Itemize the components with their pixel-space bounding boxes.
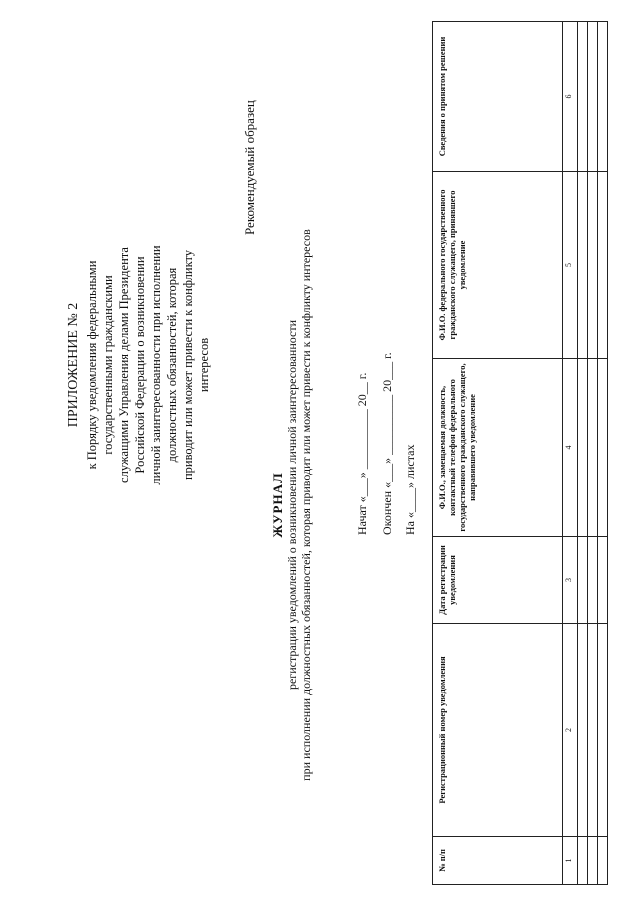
table-number-cell: 1 <box>562 837 577 885</box>
table-header-cell: Ф.И.О. федерального государственного гражданского служащего, принявшего уведомление <box>433 172 563 359</box>
table-cell <box>587 359 597 537</box>
sheets-count-line: На «____» листах <box>403 444 417 535</box>
journal-table <box>432 21 608 885</box>
table-number-cell: 2 <box>562 624 577 837</box>
appendix-line: служащими Управления делами Президента <box>117 247 131 483</box>
table-row <box>577 22 587 885</box>
table-header-cell: № п/п <box>433 837 563 885</box>
table-cell <box>597 22 607 172</box>
journal-title: ЖУРНАЛ <box>270 472 285 538</box>
table-cell <box>577 537 587 624</box>
table-cell <box>597 537 607 624</box>
table-number-cell: 4 <box>562 359 577 537</box>
table-cell <box>577 624 587 837</box>
table-header-cell: Регистрационный номер уведомления <box>433 624 563 837</box>
table-cell <box>587 22 597 172</box>
appendix-line: государственными гражданскими <box>101 275 115 455</box>
appendix-line: должностных обязанностей, которая <box>165 267 179 463</box>
table-number-cell: 6 <box>562 22 577 172</box>
table-cell <box>597 837 607 885</box>
appendix-title: ПРИЛОЖЕНИЕ № 2 <box>66 302 81 428</box>
table-header-cell: Ф.И.О., замещаемая должность, контактный телефон федерального государственного гражданского служащего, направившего уведомление <box>433 359 563 537</box>
appendix-line: интересов <box>197 337 211 393</box>
table-header-cell: Дата регистрации уведомления <box>433 537 563 624</box>
appendix-line: к Порядку уведомления федеральными <box>85 260 99 470</box>
journal-subtitle <box>285 205 313 805</box>
table-cell <box>577 359 587 537</box>
table-cell <box>597 624 607 837</box>
started-date-line: Начат «___» __________ 20__ г. <box>355 372 369 535</box>
table-row <box>587 22 597 885</box>
appendix-block <box>64 115 212 615</box>
table-cell <box>587 172 597 359</box>
table-number-row <box>562 22 577 885</box>
ended-date-line: Окончен «___» __________ 20___ г. <box>380 352 394 535</box>
appendix-line: приводит или может привести к конфликту <box>181 249 195 481</box>
table-cell <box>577 837 587 885</box>
table-number-cell: 3 <box>562 537 577 624</box>
sample-label: Рекомендуемый образец <box>242 100 257 235</box>
table-cell <box>587 837 597 885</box>
table-cell <box>577 172 587 359</box>
table-cell <box>597 359 607 537</box>
table-row <box>597 22 607 885</box>
appendix-line: личной заинтересованности при исполнении <box>149 245 163 485</box>
journal-subtitle-line: регистрации уведомлений о возникновении личной заинтересованности <box>285 319 299 691</box>
table-header-cell: Сведения о принятом решении <box>433 22 563 172</box>
table-cell <box>587 537 597 624</box>
table-cell <box>597 172 607 359</box>
appendix-line: Российской Федерации о возникновении <box>133 256 147 474</box>
table-header-row <box>433 22 563 885</box>
table-cell <box>587 624 597 837</box>
table-cell <box>577 22 587 172</box>
table-number-cell: 5 <box>562 172 577 359</box>
journal-subtitle-line: при исполнении должностных обязанностей, которая приводит или может привести к конфликту интересов <box>299 229 313 781</box>
